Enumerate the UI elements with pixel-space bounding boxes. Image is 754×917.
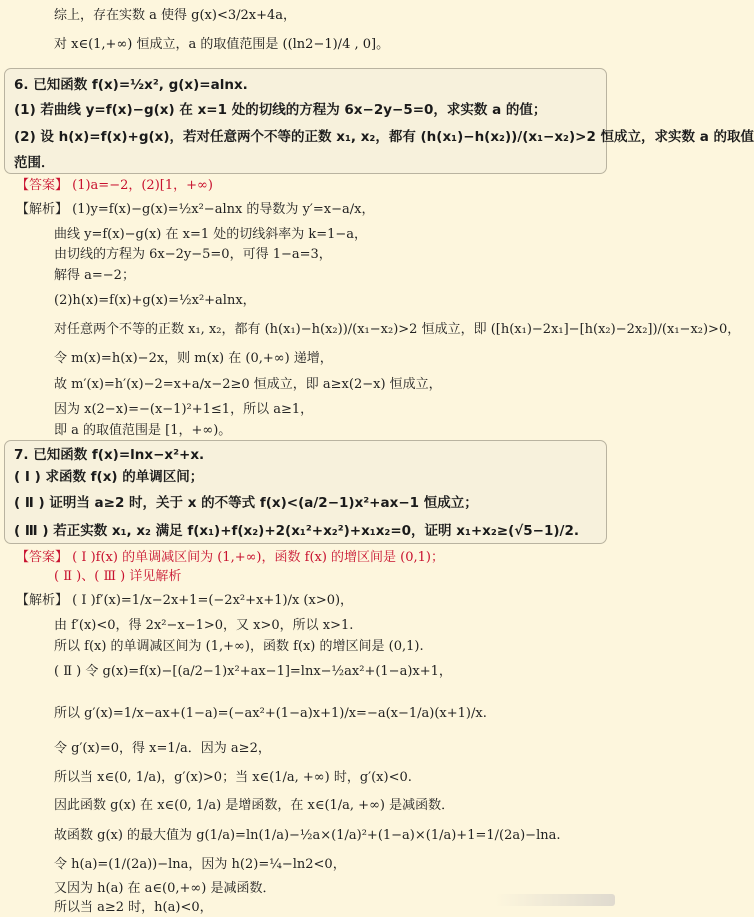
text-line: 所以当 x∈(0, 1/a)，g′(x)>0；当 x∈(1/a, +∞) 时，g′(x)<0.	[54, 770, 412, 785]
text-line: 由切线的方程为 6x−2y−5=0，可得 1−a=3，	[54, 247, 332, 262]
text-line: ( Ⅱ ) 证明当 a≥2 时，关于 x 的不等式 f(x)<(a/2−1)x²+ax−1 恒成立；	[14, 495, 478, 511]
text-line: 对 x∈(1,+∞) 恒成立，a 的取值范围是 ((ln2−1)/4 , 0]。	[54, 37, 390, 52]
text-line: 所以当 a≥2 时，h(a)<0，	[54, 900, 213, 915]
text-line: ( Ⅰ ) 求函数 f(x) 的单调区间；	[14, 469, 204, 485]
text-line: 【解析】 (1)y=f(x)−g(x)=½x²−alnx 的导数为 y′=x−a/x，	[16, 202, 375, 217]
text-line: 范围．	[14, 155, 55, 171]
text-line: 令 g′(x)=0，得 x=1/a．因为 a≥2，	[54, 741, 271, 756]
text-line: 故函数 g(x) 的最大值为 g(1/a)=ln(1/a)−½a×(1/a)²+(1−a)×(1/a)+1=1/(2a)−lna.	[54, 828, 561, 843]
text-line: 即 a 的取值范围是 [1，+∞)。	[54, 423, 232, 438]
watermark	[495, 894, 615, 906]
text-line: ( Ⅱ ) 令 g(x)=f(x)−[(a/2−1)x²+ax−1]=lnx−½ax²+(1−a)x+1，	[54, 664, 452, 679]
text-line: 【解析】 ( Ⅰ )f′(x)=1/x−2x+1=(−2x²+x+1)/x (x>0)，	[16, 593, 354, 608]
text-line: 因为 x(2−x)=−(x−1)²+1≤1，所以 a≥1，	[54, 402, 314, 417]
text-line: 所以 f(x) 的单调减区间为 (1,+∞)，函数 f(x) 的增区间是 (0,1).	[54, 639, 424, 654]
text-line: 解得 a=−2；	[54, 268, 135, 283]
text-line: 故 m′(x)=h′(x)−2=x+a/x−2≥0 恒成立，即 a≥x(2−x) 恒成立，	[54, 377, 442, 392]
text-line: (2) 设 h(x)=f(x)+g(x)，若对任意两个不等的正数 x₁, x₂，都有 (h(x₁)−h(x₂))/(x₁−x₂)>2 恒成立，求实数 a 的取值	[14, 129, 754, 145]
text-line: ( Ⅲ ) 若正实数 x₁, x₂ 满足 f(x₁)+f(x₂)+2(x₁²+x₂²)+x₁x₂=0，证明 x₁+x₂≥(√5−1)/2.	[14, 523, 579, 539]
text-line: 由 f′(x)<0，得 2x²−x−1>0，又 x>0，所以 x>1.	[54, 618, 354, 633]
text-line: 所以 g′(x)=1/x−ax+(1−a)=(−ax²+(1−a)x+1)/x=−a(x−1/a)(x+1)/x.	[54, 706, 487, 721]
text-line: 令 h(a)=(1/(2a))−lna，因为 h(2)=¼−ln2<0，	[54, 857, 346, 872]
text-line: 令 m(x)=h(x)−2x，则 m(x) 在 (0,+∞) 递增，	[54, 351, 333, 366]
text-line: (1) 若曲线 y=f(x)−g(x) 在 x=1 处的切线的方程为 6x−2y−5=0，求实数 a 的值；	[14, 102, 547, 118]
text-line: 对任意两个不等的正数 x₁, x₂，都有 (h(x₁)−h(x₂))/(x₁−x₂)>2 恒成立，即 ([h(x₁)−2x₁]−[h(x₂)−2x₂])/(x₁−x₂)>0，	[54, 322, 741, 337]
text-line: 又因为 h(a) 在 a∈(0,+∞) 是减函数．	[54, 881, 276, 896]
text-line: 综上，存在实数 a 使得 g(x)<3/2x+4a，	[54, 8, 297, 23]
text-line: 【答案】 ( Ⅰ )f(x) 的单调减区间为 (1,+∞)，函数 f(x) 的增区间是 (0,1)；	[16, 550, 444, 565]
text-line: ( Ⅱ )、( Ⅲ ) 详见解析	[54, 569, 182, 584]
text-line: 曲线 y=f(x)−g(x) 在 x=1 处的切线斜率为 k=1−a，	[54, 227, 368, 242]
text-line: 因此函数 g(x) 在 x∈(0, 1/a) 是增函数，在 x∈(1/a, +∞) 是减函数．	[54, 798, 455, 813]
text-line: 7. 已知函数 f(x)=lnx−x²+x.	[14, 447, 205, 463]
text-line: (2)h(x)=f(x)+g(x)=½x²+alnx，	[54, 293, 256, 308]
text-line: 【答案】 (1)a=−2，(2)[1，+∞)	[16, 178, 213, 193]
text-line: 6. 已知函数 f(x)=½x², g(x)=alnx.	[14, 77, 248, 93]
